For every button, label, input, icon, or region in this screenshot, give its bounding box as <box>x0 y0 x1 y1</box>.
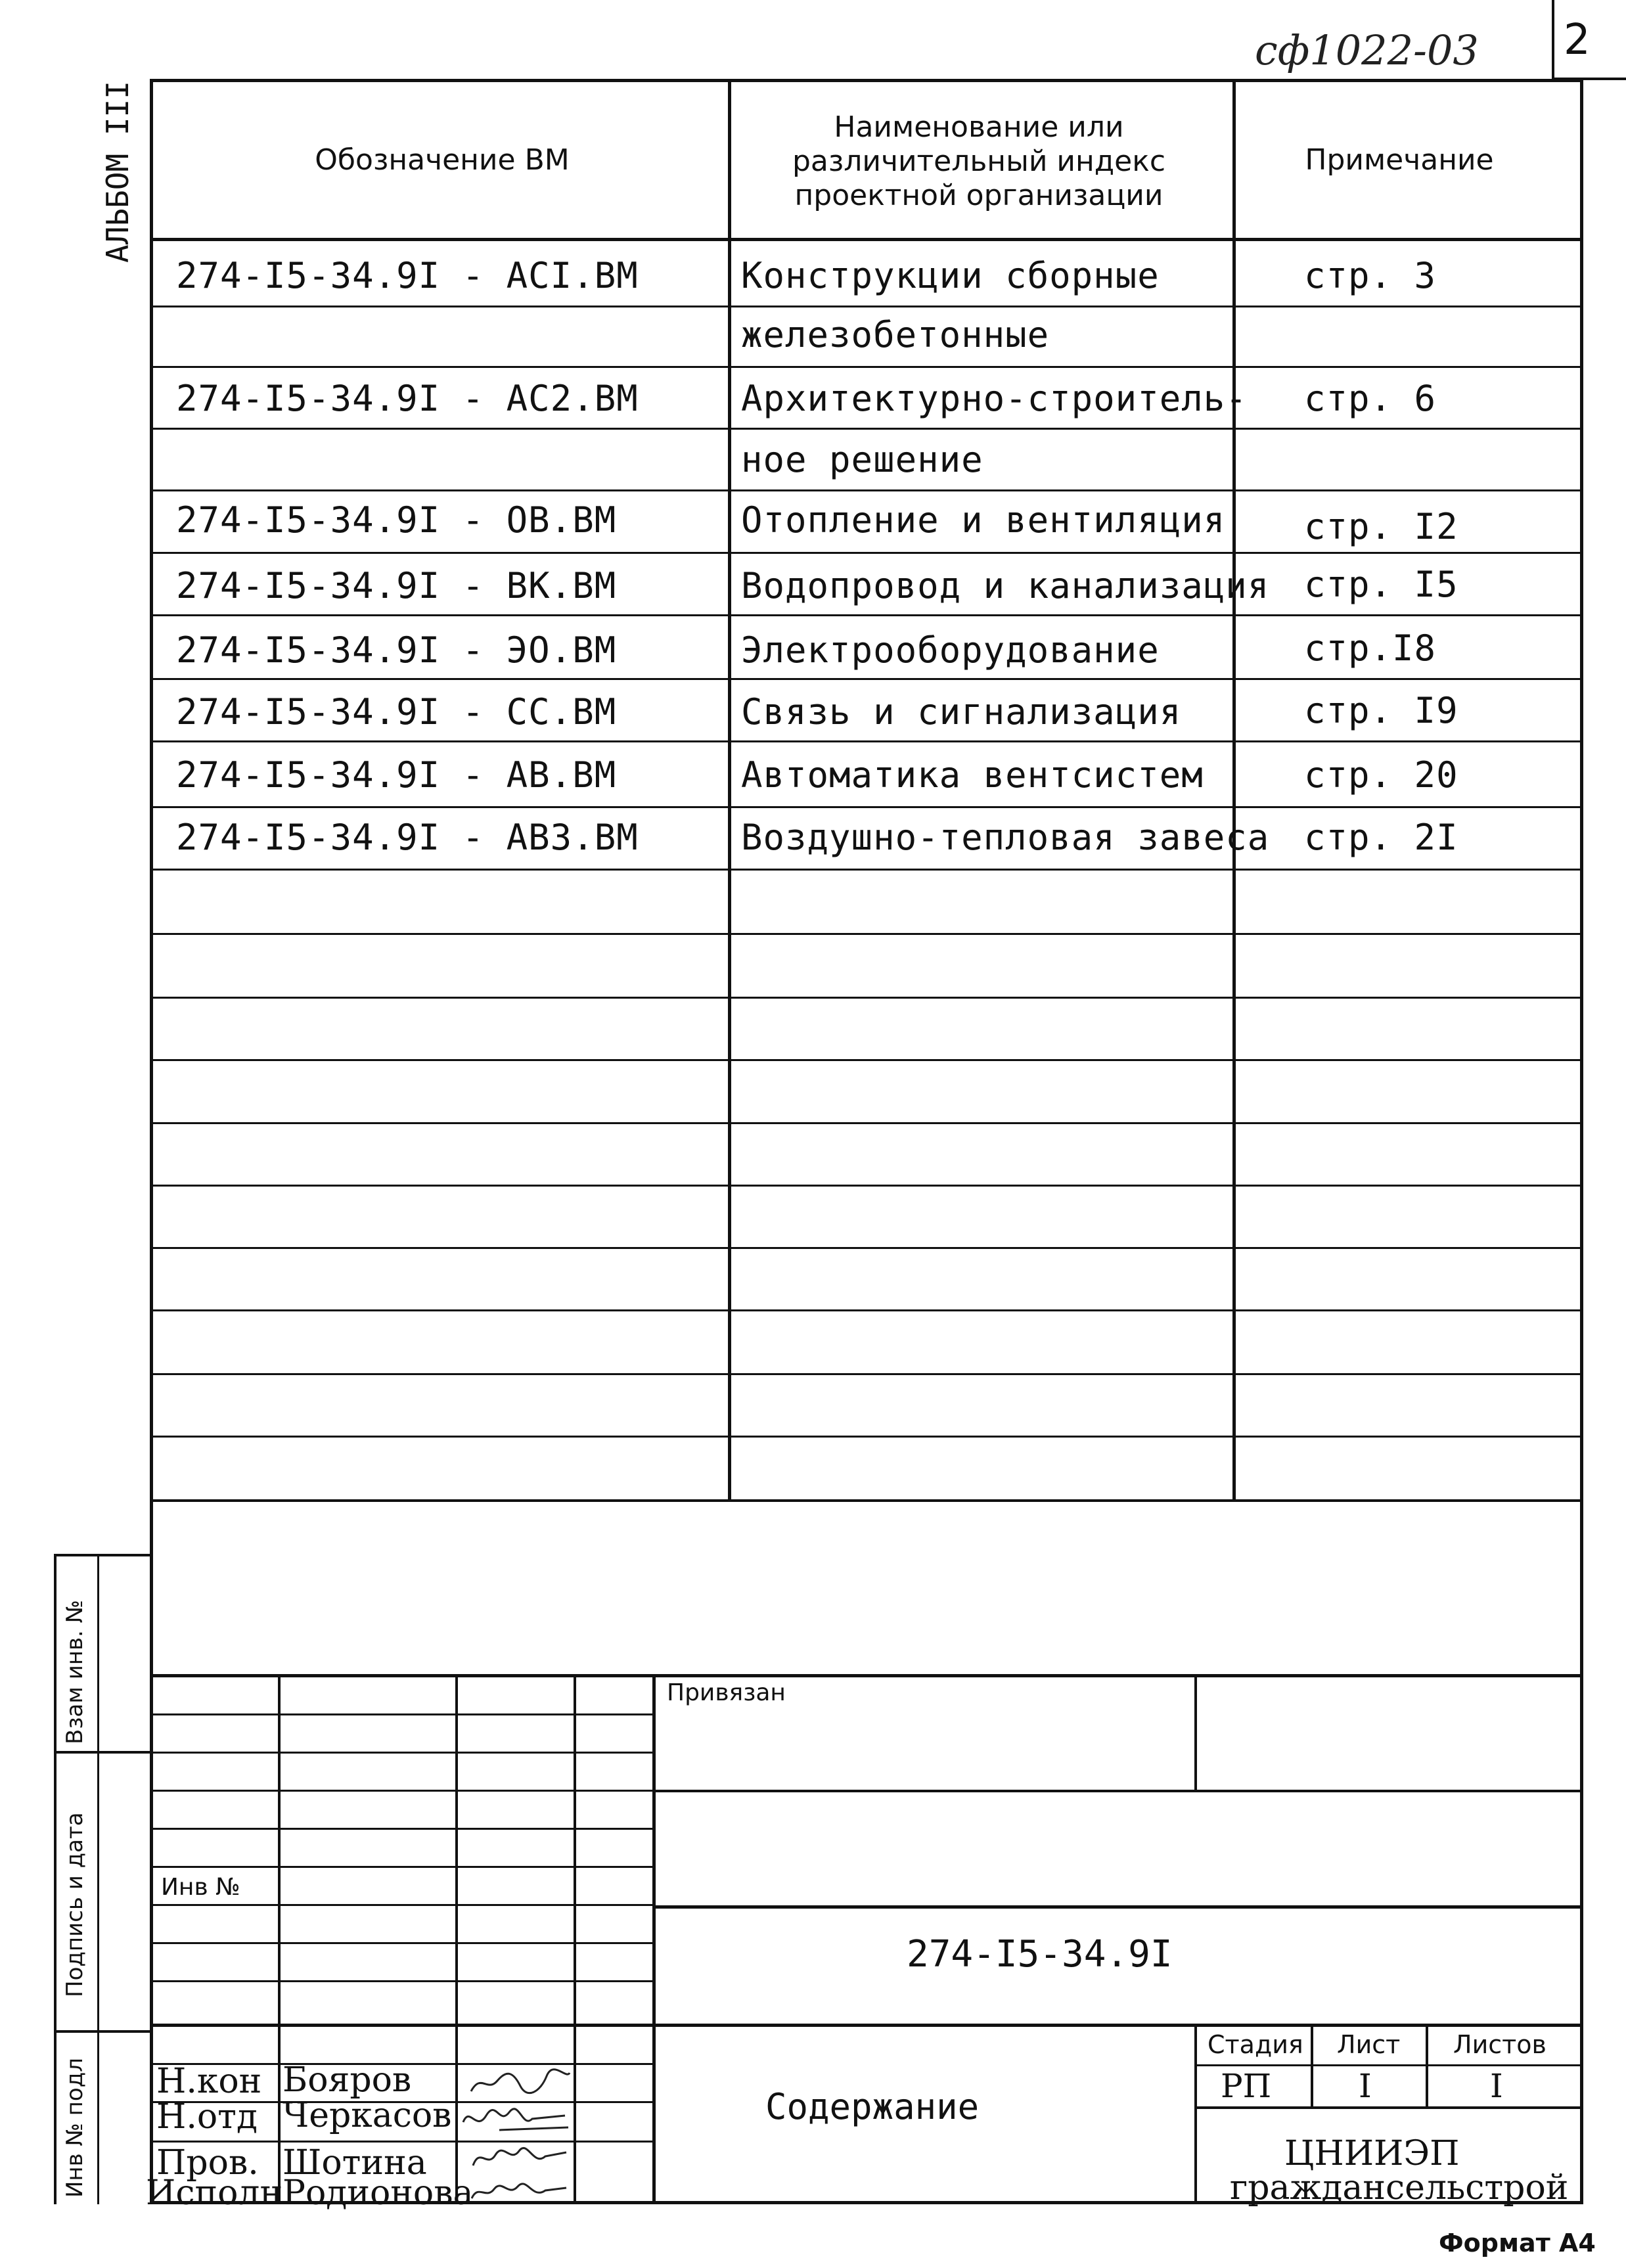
signature-mark <box>468 2066 573 2098</box>
stage-label: Стадия <box>1208 2030 1303 2059</box>
row-note: стр. I5 <box>1304 564 1458 605</box>
row-name: Водопровод и канализация <box>741 565 1270 606</box>
row-code: 274-I5-34.9I - ЭО.BM <box>176 629 617 671</box>
row-note: стр. 2I <box>1304 817 1458 858</box>
row-name: Связь и сигнализация <box>741 691 1182 733</box>
person-name: Шотина <box>282 2143 427 2183</box>
album-label: АЛЬБОМ III <box>100 81 135 263</box>
header-designation: Обозначение ВМ <box>315 143 570 177</box>
row-name: железобетонные <box>741 314 1050 355</box>
row-note: стр. 20 <box>1304 754 1458 796</box>
signature-mark <box>460 2102 572 2135</box>
sheet-label: Лист <box>1337 2030 1401 2059</box>
document-code: сф1022-03 <box>1255 26 1479 74</box>
person-role: Н.отд <box>156 2097 258 2137</box>
signature-mark <box>468 2143 573 2172</box>
person-name: Родионова <box>282 2173 474 2213</box>
row-note: стр.I8 <box>1304 627 1437 669</box>
row-name: Отопление и вентиляция <box>741 499 1226 541</box>
privyazan-label: Привязан <box>667 1679 786 1706</box>
side-label-vzam: Взам инв. № <box>62 1599 88 1744</box>
row-name: Электрооборудование <box>741 629 1160 671</box>
document-designation: 274-I5-34.9I <box>907 1933 1173 1976</box>
row-note: стр. 6 <box>1304 378 1437 419</box>
person-role: Исполн <box>146 2173 283 2213</box>
person-name: Бояров <box>282 2060 412 2100</box>
header-name: Наименование или различительный индекс проектной организации <box>792 110 1166 212</box>
row-name: ное решение <box>741 439 983 480</box>
inv-no-label: Инв № <box>161 1874 240 1901</box>
row-name: Конструкции сборные <box>741 255 1160 296</box>
sheet-value: I <box>1359 2067 1372 2105</box>
row-code: 274-I5-34.9I - CC.BM <box>176 691 617 733</box>
person-role: Н.кон <box>156 2062 262 2101</box>
row-code: 274-I5-34.9I - AC2.BM <box>176 378 639 419</box>
page-number: 2 <box>1564 16 1591 64</box>
row-code: 274-I5-34.9I - ACI.BM <box>176 255 639 296</box>
row-note: стр. 3 <box>1304 255 1437 296</box>
row-code: 274-I5-34.9I - BK.BM <box>176 565 617 606</box>
row-name: Архитектурно-строитель- <box>741 378 1248 419</box>
row-name: Воздушно-тепловая завеса <box>741 817 1270 858</box>
format-label: Формат А4 <box>1439 2229 1596 2257</box>
org-name-line1: ЦНИИЭП <box>1284 2134 1460 2173</box>
row-code: 274-I5-34.9I - OB.BM <box>176 499 617 541</box>
sheets-value: I <box>1490 2067 1503 2105</box>
row-code: 274-I5-34.9I - AB3.BM <box>176 817 639 858</box>
person-name: Черкасов <box>282 2096 452 2135</box>
org-name-line2: граждансельстрой <box>1230 2168 1569 2208</box>
row-note: стр. I2 <box>1304 506 1458 547</box>
row-code: 274-I5-34.9I - AB.BM <box>176 754 617 796</box>
row-name: Автоматика вентсистем <box>741 754 1204 796</box>
person-role: Пров. <box>156 2143 259 2183</box>
document-title: Содержание <box>765 2086 980 2127</box>
stage-value: РП <box>1221 2067 1272 2105</box>
side-label-podpis: Подпись и дата <box>62 1812 88 1997</box>
side-label-inv-podl: Инв № подл <box>62 2058 88 2198</box>
sheets-label: Листов <box>1453 2030 1547 2059</box>
header-note: Примечание <box>1305 143 1494 177</box>
signature-mark <box>468 2180 573 2204</box>
row-note: стр. I9 <box>1304 690 1458 731</box>
